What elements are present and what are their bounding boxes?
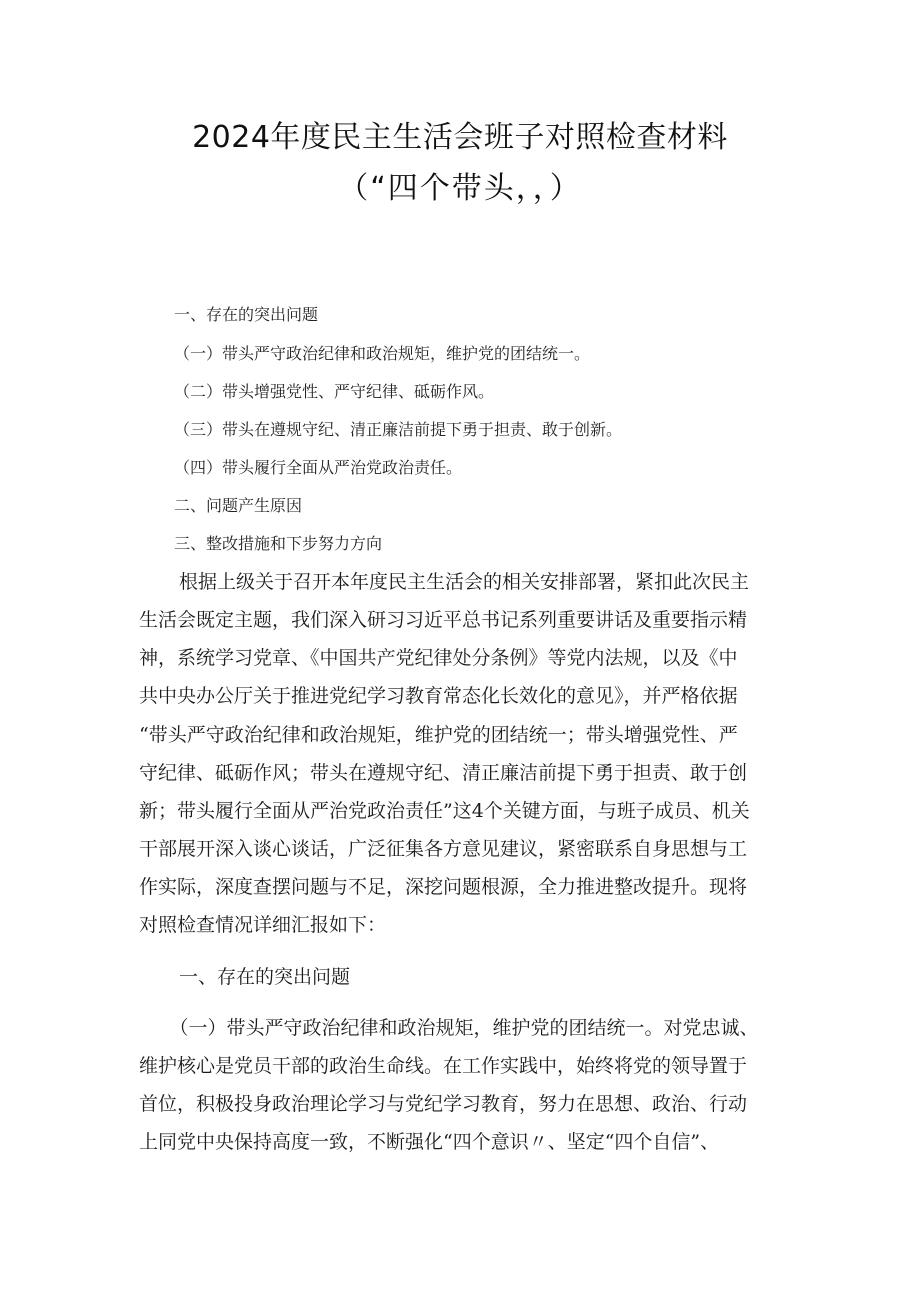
intro-paragraph-line: “带头严守政治纪律和政治规矩，维护党的团结统一；带头增强党性、严 [139,724,738,746]
outline-item: （四）带头履行全面从严治党政治责任。 [174,458,463,477]
outline-item: （三）带头在遵规守纪、清正廉洁前提下勇于担责、敢于创新。 [174,420,623,439]
intro-paragraph-line: 干部展开深入谈心谈话，广泛征集各方意见建议，紧密联系自身思想与工 [139,838,748,860]
intro-paragraph-line: 生活会既定主题，我们深入研习习近平总书记系列重要讲话及重要指示精 [139,609,748,631]
intro-paragraph-line: 作实际，深度查摆问题与不足，深挖问题根源，全力推进整改提升。现将 [139,876,748,898]
intro-paragraph-line: 根据上级关于召开本年度民主生活会的相关安排部署，紧扣此次民主 [160,571,750,593]
intro-paragraph-line: 新；带头履行全面从严治党政治责任”这4个关键方面，与班子成员、机关 [139,800,750,822]
section-paragraph-line: 首位，积极投身政治理论学习与党纪学习教育，努力在思想、政治、行动 [139,1093,748,1115]
outline-item: （一）带头严守政治纪律和政治规矩，维护党的团结统一。 [174,344,591,363]
document-subtitle: （“四个带头，，） [338,171,582,206]
intro-paragraph-line: 守纪律、砥砺作风；带头在遵规守纪、清正廉洁前提下勇于担责、敢于创 [139,762,748,784]
intro-paragraph-line: 共中央办公厅关于推进党纪学习教育常态化长效化的意见》，并严格依据 [139,685,738,707]
outline-item: 三、整改措施和下步努力方向 [174,534,383,553]
intro-paragraph-line: 神，系统学习党章、《中国共产党纪律处分条例》等党内法规，以及《中 [139,647,738,669]
section-heading: 一、存在的突出问题 [160,966,351,988]
document-title: 2024年度民主生活会班子对照检查材料 [192,120,728,155]
section-paragraph-line: 维护核心是党员干部的政治生命线。在工作实践中，始终将党的领导置于 [139,1055,748,1077]
intro-paragraph-line: 对照检查情况详细汇报如下： [139,914,387,936]
outline-item: 一、存在的突出问题 [174,305,319,324]
outline-item: 二、问题产生原因 [174,496,303,515]
section-paragraph-line: 上同党中央保持高度一致，不断强化“四个意识〃、坚定“四个自信”、 [139,1131,720,1153]
section-paragraph-line: （一）带头严守政治纪律和政治规矩，维护党的团结统一。对党忠诚、 [160,1017,759,1039]
outline-item: （二）带头增强党性、严守纪律、砥砺作风。 [174,382,495,401]
